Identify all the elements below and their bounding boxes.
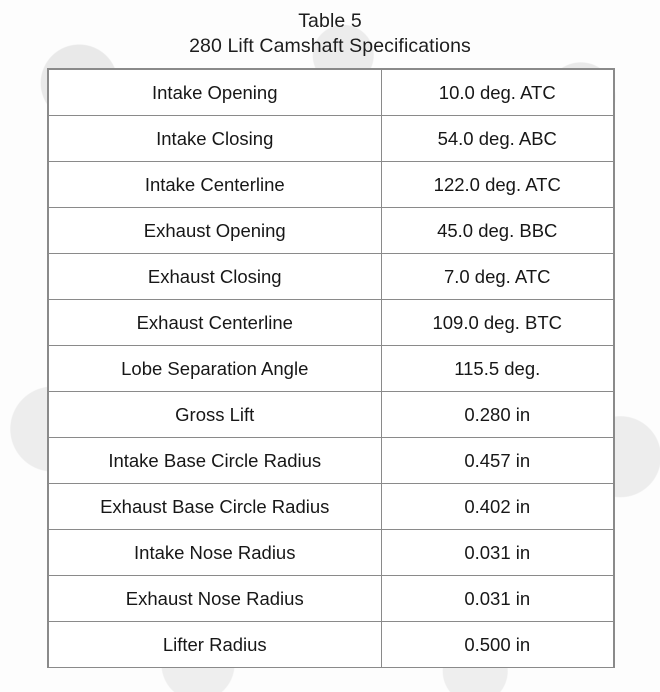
table-row xyxy=(48,622,614,668)
table-body xyxy=(48,69,614,668)
camshaft-specifications-table xyxy=(47,68,615,668)
table-row xyxy=(48,300,614,346)
table-row xyxy=(48,576,614,622)
table-row xyxy=(48,208,614,254)
parameter-cell: Exhaust Nose Radius xyxy=(48,576,381,622)
value-cell: 45.0 deg. BBC xyxy=(381,208,614,254)
parameter-cell: Intake Base Circle Radius xyxy=(48,438,381,484)
parameter-cell: Lifter Radius xyxy=(48,622,381,668)
table-caption-label: Table 5 xyxy=(298,10,362,32)
parameter-cell: Exhaust Centerline xyxy=(48,300,381,346)
parameter-cell: Gross Lift xyxy=(48,392,381,438)
table-row xyxy=(48,438,614,484)
table-row xyxy=(48,484,614,530)
table-caption xyxy=(47,9,613,59)
table-row xyxy=(48,162,614,208)
table-row xyxy=(48,346,614,392)
parameter-cell: Exhaust Opening xyxy=(48,208,381,254)
value-cell: 109.0 deg. BTC xyxy=(381,300,614,346)
parameter-cell: Intake Nose Radius xyxy=(48,530,381,576)
value-cell: 0.402 in xyxy=(381,484,614,530)
value-cell: 0.280 in xyxy=(381,392,614,438)
table-row xyxy=(48,116,614,162)
table-caption-title: 280 Lift Camshaft Specifications xyxy=(189,35,471,57)
table-row xyxy=(48,254,614,300)
value-cell: 0.500 in xyxy=(381,622,614,668)
value-cell: 54.0 deg. ABC xyxy=(381,116,614,162)
value-cell: 122.0 deg. ATC xyxy=(381,162,614,208)
value-cell: 115.5 deg. xyxy=(381,346,614,392)
value-cell: 0.457 in xyxy=(381,438,614,484)
parameter-cell: Exhaust Closing xyxy=(48,254,381,300)
parameter-cell: Lobe Separation Angle xyxy=(48,346,381,392)
table-row xyxy=(48,530,614,576)
table-row xyxy=(48,69,614,116)
table-row xyxy=(48,392,614,438)
value-cell: 7.0 deg. ATC xyxy=(381,254,614,300)
parameter-cell: Intake Closing xyxy=(48,116,381,162)
value-cell: 0.031 in xyxy=(381,530,614,576)
parameter-cell: Exhaust Base Circle Radius xyxy=(48,484,381,530)
value-cell: 10.0 deg. ATC xyxy=(381,69,614,116)
parameter-cell: Intake Centerline xyxy=(48,162,381,208)
value-cell: 0.031 in xyxy=(381,576,614,622)
parameter-cell: Intake Opening xyxy=(48,69,381,116)
